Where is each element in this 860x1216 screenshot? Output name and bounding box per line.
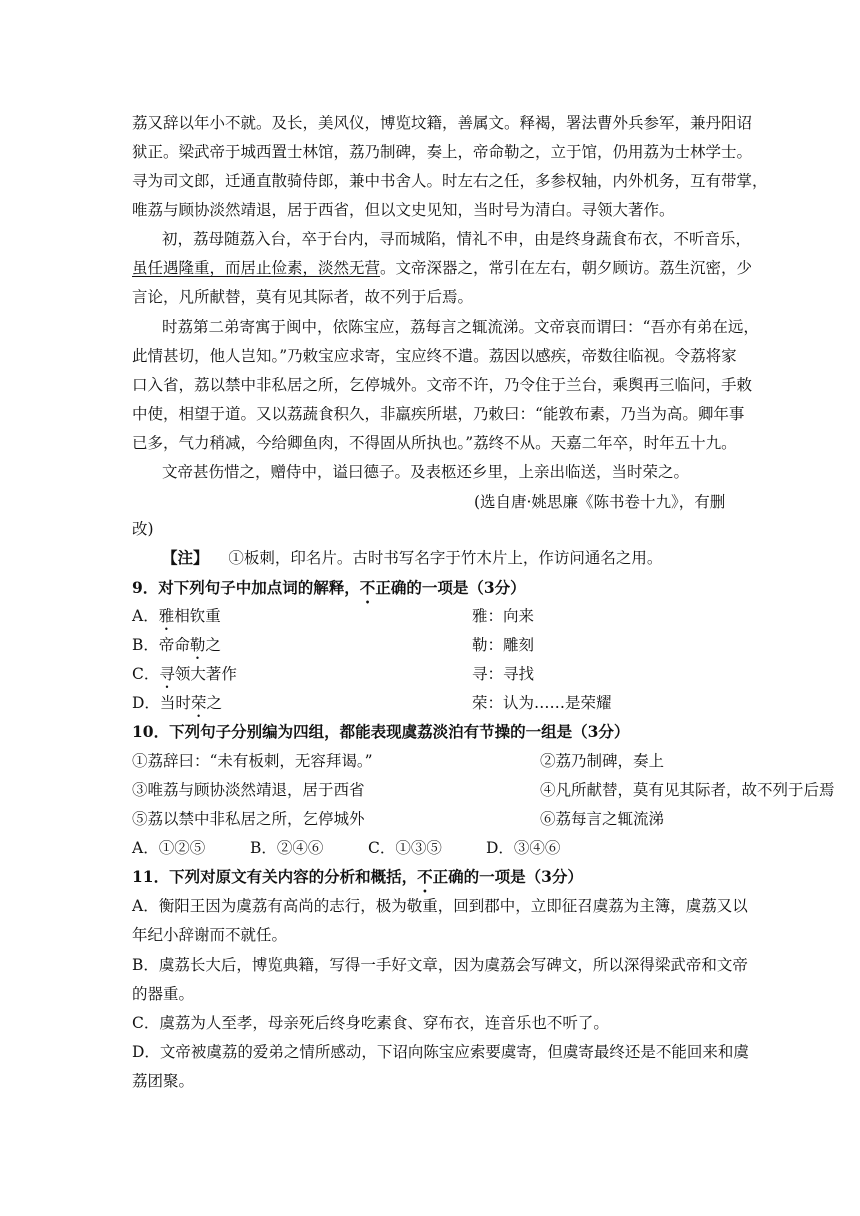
question-9-option-b[interactable]: B．帝命勒之 勒：雕刻 [132, 636, 535, 654]
passage-line: 荔又辞以年小不就。及长，美风仪，博览坟籍，善属文。释褐，署法曹外兵参军，兼丹阳诏 [132, 114, 753, 132]
question-11-option-d-cont: 荔团聚。 [132, 1072, 195, 1090]
choice-d[interactable]: D．③④⑥ [486, 839, 561, 857]
passage-line: 已多，气力稍减，今给卿鱼肉，不得固从所执也。”荔终不从。天嘉二年卒，时年五十九。 [132, 434, 737, 452]
underlined-sentence: 虽任遇隆重，而居止俭素，淡然无营 [132, 259, 381, 277]
passage-line: 文帝甚伤惜之，赠侍中，谥曰德子。及表柩还乡里，上亲出临送，当时荣之。 [162, 463, 690, 481]
question-11-stem: 11．下列对原文有关内容的分析和概括，不正确的一项是（3分） [132, 867, 583, 886]
passage-line: 此情甚切，他人岂知。”乃敕宝应求寄，宝应终不遣。荔因以感疾，帝数往临视。令荔将家 [132, 347, 737, 365]
question-10-stem: 10．下列句子分别编为四组，都能表现虞荔淡泊有节操的一组是（3分） [132, 722, 630, 741]
note-label: 【注】 [162, 548, 209, 567]
question-9-option-c[interactable]: C．寻领大著作 寻：寻找 [132, 665, 535, 683]
question-11-option-d[interactable]: D．文帝被虞荔的爱弟之情所感动，下诏向陈宝应索要虞寄，但虞寄最终还是不能回来和虞 [132, 1043, 749, 1061]
option-gloss: 荣：认为……是荣耀 [472, 694, 612, 712]
dotted-word: 荣 [190, 694, 207, 712]
choice-a[interactable]: A．①②⑤ [132, 839, 206, 857]
option-gloss: 勒：雕刻 [472, 636, 535, 654]
dotted-word: 寻 [159, 665, 175, 683]
annotation-note [162, 547, 732, 569]
option-gloss: 雅：向来 [472, 607, 535, 625]
question-11-option-a[interactable]: A．衡阳王因为虞荔有高尚的志行，极为敬重，回到郡中，立即征召虞荔为主簿，虞荔又以 [132, 897, 748, 915]
question-10-items-row [132, 750, 732, 772]
question-9-option-d[interactable]: D．当时荣之 荣：认为……是荣耀 [132, 694, 612, 712]
question-11-option-c[interactable]: C．虞荔为人至孝，母亲死后终身吃素食、穿布衣，连音乐也不听了。 [132, 1014, 609, 1032]
passage-line: 口入省，荔以禁中非私居之所，乞停城外。文帝不许，乃令住于兰台，乘舆再三临问，手敕 [132, 376, 753, 394]
passage-line [132, 257, 753, 279]
passage-line: 言论，凡所献替，莫有见其际者，故不列于后焉。 [132, 288, 474, 306]
question-9-option-a[interactable]: A．雅相钦重 雅：向来 [132, 607, 535, 625]
sentence-item: ①荔辞曰：“未有板刺，无容拜谒。” [132, 752, 373, 770]
question-9-stem: 9．对下列句子中加点词的解释，不正确的一项是（3分） [132, 578, 526, 597]
dotted-word: 雅 [158, 607, 175, 625]
sentence-item: ⑤荔以禁中非私居之所，乞停城外 [132, 810, 365, 828]
source-citation-cont: 改) [132, 520, 154, 538]
sentence-item: ⑥荔每言之辄流涕 [540, 810, 665, 828]
passage-line: 狱正。梁武帝于城西置士林馆，荔乃制碑，奏上，帝命勒之，立于馆，仍用荔为士林学士。 [132, 143, 753, 161]
question-10-choices [132, 837, 732, 859]
dotted-word: 勒 [189, 636, 206, 654]
question-11-option-b[interactable]: B．虞荔长大后，博览典籍，写得一手好文章，因为虞荔会写碑文，所以深得梁武帝和文帝 [132, 956, 748, 974]
choice-b[interactable]: B．②④⑥ [250, 839, 324, 857]
sentence-item: ③唯荔与顾协淡然靖退，居于西省 [132, 781, 365, 799]
question-10-items-row [132, 808, 732, 830]
question-11-option-b-cont: 的器重。 [132, 985, 195, 1003]
sentence-item: ④凡所献替，莫有见其际者，故不列于后焉 [540, 781, 835, 799]
passage-text: 。文帝深器之，常引在左右，朝夕顾访。荔生沉密，少 [380, 259, 753, 277]
question-11-option-a-cont: 年纪小辞谢而不就任。 [132, 926, 288, 944]
passage-line: 中使，相望于道。又以荔蔬食积久，非羸疾所堪，乃敕曰：“能敦布素，乃当为高。卿年事 [132, 405, 745, 423]
passage-line: 唯荔与顾协淡然靖退，居于西省，但以文史见知，当时号为清白。寻领大著作。 [132, 201, 675, 219]
passage-line: 寻为司文郎，迁通直散骑侍郎，兼中书舍人。时左右之任，多参权轴，内外机务，互有带掌， [132, 172, 768, 190]
question-10-items-row [132, 779, 835, 801]
sentence-item: ②荔乃制碑，奏上 [540, 752, 665, 770]
option-gloss: 寻：寻找 [472, 665, 535, 683]
choice-c[interactable]: C．①③⑤ [368, 839, 442, 857]
source-citation: (选自唐·姚思廉《陈书卷十九》，有删 [474, 493, 726, 511]
passage-line: 时荔第二弟寄寓于闽中，依陈宝应，荔每言之辄流涕。文帝哀而谓曰：“吾亦有弟在远， [162, 318, 759, 336]
passage-line: 初，荔母随荔入台，卒于台内，寻而城陷，情礼不申，由是终身蔬食布衣，不听音乐， [162, 230, 752, 248]
note-text: ①板刺，印名片。古时书写名字于竹木片上，作访问通名之用。 [228, 549, 663, 567]
